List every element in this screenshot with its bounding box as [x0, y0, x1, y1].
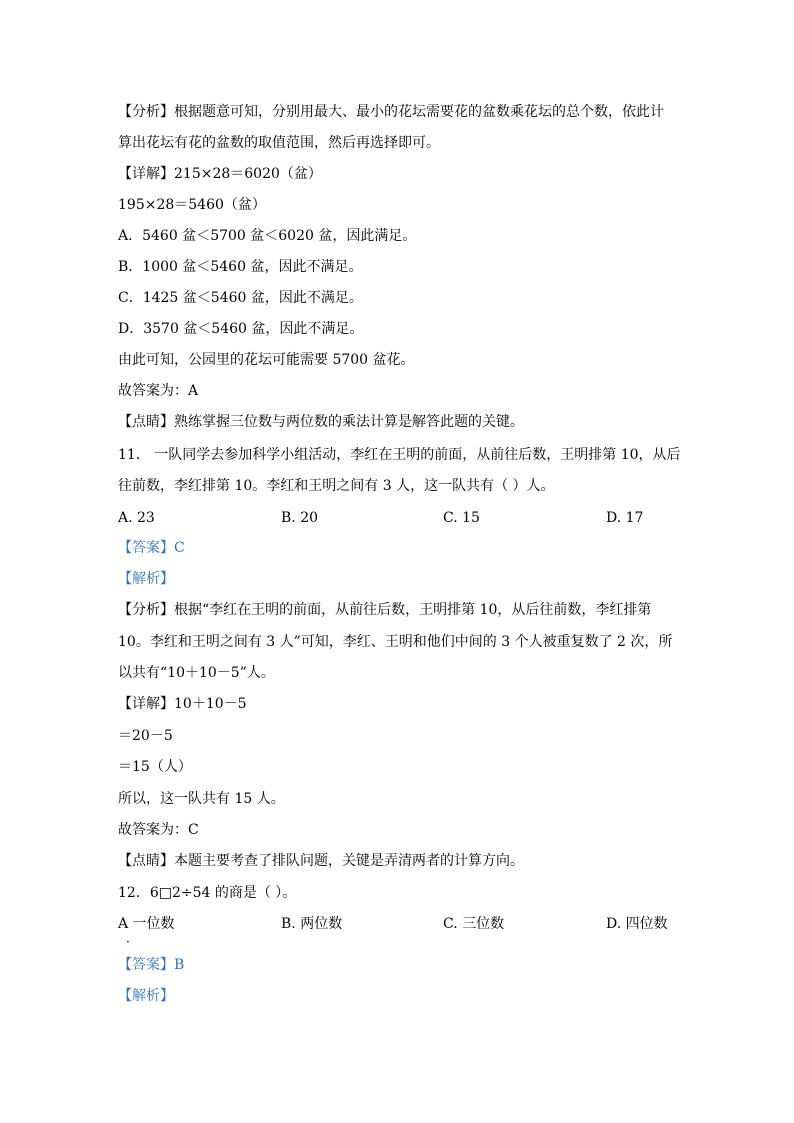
answer-line: 故答案为：A — [118, 383, 199, 399]
q11-analysis-line: 10。李红和王明之间有 3 人”可知，李红、王明和他们中间的 3 个人被重复数了 2 次，所 — [118, 634, 673, 650]
q12-option-a-dot: · — [126, 935, 130, 949]
q11-detail-line: ＝15（人） — [118, 759, 192, 775]
detail-line: D．3570 盆＜5460 盆，因此不满足。 — [118, 321, 364, 337]
note-line: 【点睛】熟练掌握三位数与两位数的乘法计算是解答此题的关键。 — [118, 414, 524, 430]
question-12-text: 12．6□2÷54 的商是（ ）。 — [118, 885, 297, 901]
detail-line: 【详解】215×28＝6020（盆） — [118, 166, 322, 182]
q11-note-line: 【点睛】本题主要考查了排队问题，关键是弄清两者的计算方向。 — [118, 853, 524, 869]
q12-jiexi-label: 【解析】 — [118, 988, 174, 1004]
q11-detail-line: ＝20－5 — [118, 728, 173, 744]
q11-option-a: A. 23 — [118, 510, 155, 526]
q12-option-a: A 一位数 — [118, 916, 175, 932]
analysis-line: 【分析】根据题意可知，分别用最大、最小的花坛需要花的盆数乘花坛的总个数，依此计 — [118, 104, 664, 120]
detail-line: 195×28＝5460（盆） — [118, 197, 266, 213]
q11-answer-label: 【答案】C — [118, 540, 185, 556]
q12-option-b: B. 两位数 — [281, 916, 343, 932]
detail-line: C．1425 盆＜5460 盆，因此不满足。 — [118, 290, 363, 306]
question-11-text: 11． 一队同学去参加科学小组活动，李红在王明的前面，从前往后数，王明排第 10，从后 — [118, 447, 681, 463]
analysis-line: 算出花坛有花的盆数的取值范围，然后再选择即可。 — [118, 135, 440, 151]
q11-option-c: C. 15 — [443, 510, 480, 526]
q11-option-d: D. 17 — [606, 510, 644, 526]
q11-jiexi-label: 【解析】 — [118, 571, 174, 587]
q11-answer-line: 故答案为：C — [118, 822, 199, 838]
q11-option-b: B. 20 — [281, 510, 319, 526]
q11-detail-line: 所以，这一队共有 15 人。 — [118, 791, 285, 807]
question-11-text: 往前数，李红排第 10。李红和王明之间有 3 人，这一队共有（ ）人。 — [118, 478, 555, 494]
detail-line: A．5460 盆＜5700 盆＜6020 盆，因此满足。 — [118, 228, 417, 244]
q12-option-d: D. 四位数 — [606, 916, 668, 932]
q11-analysis-line: 【分析】根据“李红在王明的前面，从前往后数，王明排第 10，从后往前数，李红排第 — [118, 602, 652, 618]
q11-detail-line: 【详解】10＋10－5 — [118, 696, 247, 712]
detail-line: B．1000 盆＜5460 盆，因此不满足。 — [118, 259, 363, 275]
q12-answer-label: 【答案】B — [118, 957, 185, 973]
q12-option-c: C. 三位数 — [443, 916, 505, 932]
detail-line: 由此可知，公园里的花坛可能需要 5700 盆花。 — [118, 352, 415, 368]
q11-analysis-line: 以共有“10＋10－5”人。 — [118, 665, 275, 681]
